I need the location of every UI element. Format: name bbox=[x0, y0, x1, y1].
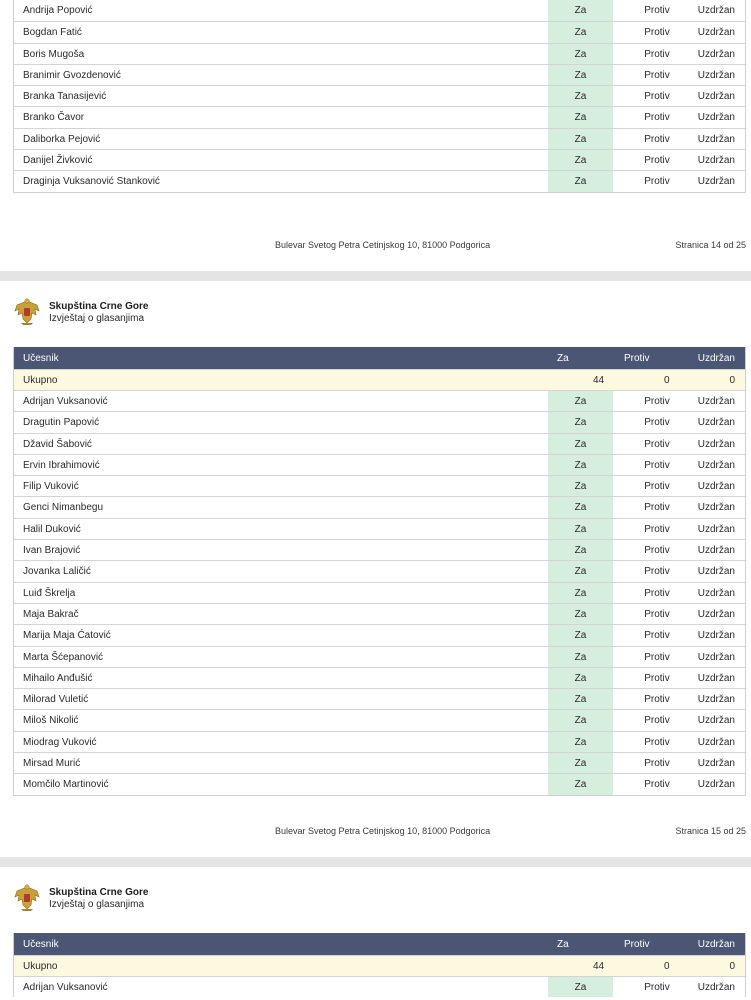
vote-uzdrzan-cell: Uzdržan bbox=[697, 91, 735, 103]
vote-za-cell: Za bbox=[548, 540, 613, 560]
vote-za-cell: Za bbox=[548, 44, 613, 64]
participant-name: Marija Maja Ćatović bbox=[23, 630, 111, 642]
participant-name: Maja Bakrač bbox=[23, 608, 79, 620]
vote-za-cell: Za bbox=[548, 65, 613, 85]
vote-uzdrzan-cell: Uzdržan bbox=[697, 608, 735, 620]
vote-za-cell: Za bbox=[548, 434, 613, 454]
table-row bbox=[14, 688, 745, 709]
vote-uzdrzan-cell: Uzdržan bbox=[697, 736, 735, 748]
table-row bbox=[14, 646, 745, 667]
vote-za-cell: Za bbox=[548, 647, 613, 667]
vote-za-cell: Za bbox=[548, 455, 613, 475]
vote-za-cell: Za bbox=[548, 774, 613, 794]
participant-name: Branka Tanasijević bbox=[23, 91, 107, 103]
total-protiv: 0 bbox=[664, 375, 670, 386]
vote-uzdrzan-cell: Uzdržan bbox=[697, 982, 735, 993]
table-row bbox=[14, 43, 745, 64]
participant-name: Ervin Ibrahimović bbox=[23, 459, 100, 471]
vote-za-cell: Za bbox=[548, 412, 613, 432]
vote-protiv-cell: Protiv bbox=[644, 481, 670, 493]
participant-name: Ivan Brajović bbox=[23, 545, 81, 557]
report-header bbox=[13, 297, 413, 327]
participant-name: Boris Mugoša bbox=[23, 48, 85, 60]
participant-name: Andrija Popović bbox=[23, 5, 93, 16]
vote-uzdrzan-cell: Uzdržan bbox=[697, 5, 735, 16]
vote-protiv-cell: Protiv bbox=[644, 566, 670, 578]
table-header bbox=[14, 933, 745, 955]
vote-uzdrzan-cell: Uzdržan bbox=[697, 523, 735, 535]
table-row bbox=[14, 752, 745, 773]
vote-uzdrzan-cell: Uzdržan bbox=[697, 155, 735, 167]
vote-protiv-cell: Protiv bbox=[644, 91, 670, 103]
vote-uzdrzan-cell: Uzdržan bbox=[697, 133, 735, 145]
vote-za-cell: Za bbox=[548, 668, 613, 688]
montenegro-coat-of-arms-icon bbox=[13, 883, 41, 913]
participant-name: Jovanka Laličić bbox=[23, 566, 91, 578]
column-header-protiv: Protiv bbox=[624, 939, 650, 950]
vote-uzdrzan-cell: Uzdržan bbox=[697, 779, 735, 791]
table-row bbox=[14, 64, 745, 85]
vote-za-cell: Za bbox=[548, 497, 613, 517]
table-row bbox=[14, 149, 745, 170]
vote-za-cell: Za bbox=[548, 583, 613, 603]
table-header bbox=[14, 347, 745, 369]
report-subtitle: Izvještaj o glasanjima bbox=[49, 899, 145, 910]
footer-address: Bulevar Svetog Petra Cetinjskog 10, 81000 Podgorica bbox=[275, 240, 491, 250]
table-row bbox=[14, 0, 745, 21]
participant-name: Bogdan Fatić bbox=[23, 27, 82, 39]
participant-name: Momčilo Martinović bbox=[23, 779, 109, 791]
total-uzdrzan: 0 bbox=[729, 961, 735, 972]
vote-za-cell: Za bbox=[548, 561, 613, 581]
vote-za-cell: Za bbox=[548, 625, 613, 645]
vote-uzdrzan-cell: Uzdržan bbox=[697, 481, 735, 493]
table-row bbox=[14, 731, 745, 752]
report-page-16 bbox=[0, 867, 751, 1000]
vote-uzdrzan-cell: Uzdržan bbox=[697, 715, 735, 727]
vote-protiv-cell: Protiv bbox=[644, 69, 670, 81]
total-label: Ukupno bbox=[23, 375, 58, 386]
column-header-za: Za bbox=[557, 939, 569, 950]
total-protiv: 0 bbox=[664, 961, 670, 972]
vote-uzdrzan-cell: Uzdržan bbox=[697, 694, 735, 706]
vote-za-cell: Za bbox=[548, 689, 613, 709]
vote-protiv-cell: Protiv bbox=[644, 112, 670, 124]
vote-protiv-cell: Protiv bbox=[644, 396, 670, 407]
total-label: Ukupno bbox=[23, 961, 58, 972]
vote-uzdrzan-cell: Uzdržan bbox=[697, 651, 735, 663]
montenegro-coat-of-arms-icon bbox=[13, 297, 41, 327]
vote-uzdrzan-cell: Uzdržan bbox=[697, 27, 735, 39]
participant-name: Branko Čavor bbox=[23, 112, 85, 124]
vote-za-cell: Za bbox=[548, 753, 613, 773]
organization-name: Skupština Crne Gore bbox=[49, 887, 149, 898]
vote-za-cell: Za bbox=[548, 22, 613, 42]
table-row bbox=[14, 128, 745, 149]
vote-uzdrzan-cell: Uzdržan bbox=[697, 112, 735, 124]
participant-name: Draginja Vuksanović Stanković bbox=[23, 176, 160, 188]
vote-protiv-cell: Protiv bbox=[644, 523, 670, 535]
participant-name: Adrijan Vuksanović bbox=[23, 982, 108, 993]
vote-protiv-cell: Protiv bbox=[644, 545, 670, 557]
vote-protiv-cell: Protiv bbox=[644, 155, 670, 167]
table-row bbox=[14, 21, 745, 42]
vote-uzdrzan-cell: Uzdržan bbox=[697, 758, 735, 770]
participant-name: Branimir Gvozdenović bbox=[23, 69, 121, 81]
table-row bbox=[14, 560, 745, 581]
footer-page-number: Stranica 15 od 25 bbox=[675, 826, 746, 836]
total-za: 44 bbox=[593, 961, 605, 972]
report-page-15 bbox=[0, 281, 751, 857]
vote-za-cell: Za bbox=[548, 86, 613, 106]
footer-address: Bulevar Svetog Petra Cetinjskog 10, 81000 Podgorica bbox=[275, 826, 491, 836]
vote-protiv-cell: Protiv bbox=[644, 176, 670, 188]
table-row bbox=[14, 709, 745, 730]
vote-za-cell: Za bbox=[548, 604, 613, 624]
report-page-14 bbox=[0, 0, 751, 271]
total-uzdrzan: 0 bbox=[729, 375, 735, 386]
vote-protiv-cell: Protiv bbox=[644, 779, 670, 791]
vote-uzdrzan-cell: Uzdržan bbox=[697, 566, 735, 578]
participant-name: Mihailo Anđušić bbox=[23, 672, 93, 684]
table-row bbox=[14, 390, 745, 411]
column-header-uzdrzan: Uzdržan bbox=[697, 353, 735, 364]
vote-za-cell: Za bbox=[548, 0, 613, 21]
vote-za-cell: Za bbox=[548, 107, 613, 127]
vote-protiv-cell: Protiv bbox=[644, 651, 670, 663]
column-header-participant: Učesnik bbox=[23, 939, 59, 950]
participant-name: Džavid Šabović bbox=[23, 438, 92, 450]
vote-za-cell: Za bbox=[548, 129, 613, 149]
table-row bbox=[14, 976, 745, 997]
column-header-participant: Učesnik bbox=[23, 353, 59, 364]
vote-protiv-cell: Protiv bbox=[644, 502, 670, 514]
table-row bbox=[14, 496, 745, 517]
table-row bbox=[14, 454, 745, 475]
participant-name: Dragutin Papović bbox=[23, 417, 100, 429]
votes-table-body bbox=[14, 0, 745, 192]
votes-table-body bbox=[14, 390, 745, 795]
vote-uzdrzan-cell: Uzdržan bbox=[697, 396, 735, 407]
vote-za-cell: Za bbox=[548, 732, 613, 752]
vote-protiv-cell: Protiv bbox=[644, 608, 670, 620]
vote-za-cell: Za bbox=[548, 977, 613, 997]
vote-za-cell: Za bbox=[548, 391, 613, 411]
table-row bbox=[14, 773, 745, 794]
vote-protiv-cell: Protiv bbox=[644, 417, 670, 429]
vote-protiv-cell: Protiv bbox=[644, 438, 670, 450]
total-row bbox=[14, 955, 745, 976]
column-header-protiv: Protiv bbox=[624, 353, 650, 364]
vote-protiv-cell: Protiv bbox=[644, 133, 670, 145]
table-row bbox=[14, 411, 745, 432]
table-row bbox=[14, 85, 745, 106]
vote-uzdrzan-cell: Uzdržan bbox=[697, 587, 735, 599]
vote-protiv-cell: Protiv bbox=[644, 5, 670, 16]
report-subtitle: Izvještaj o glasanjima bbox=[49, 313, 145, 324]
total-za: 44 bbox=[593, 375, 605, 386]
vote-uzdrzan-cell: Uzdržan bbox=[697, 438, 735, 450]
table-row bbox=[14, 582, 745, 603]
table-row bbox=[14, 539, 745, 560]
vote-uzdrzan-cell: Uzdržan bbox=[697, 176, 735, 188]
participant-name: Danijel Živković bbox=[23, 155, 93, 167]
participant-name: Daliborka Pejović bbox=[23, 133, 101, 145]
votes-table bbox=[13, 933, 746, 997]
vote-protiv-cell: Protiv bbox=[644, 715, 670, 727]
vote-za-cell: Za bbox=[548, 150, 613, 170]
participant-name: Genci Nimanbegu bbox=[23, 502, 104, 514]
organization-name: Skupština Crne Gore bbox=[49, 301, 149, 312]
vote-uzdrzan-cell: Uzdržan bbox=[697, 545, 735, 557]
vote-uzdrzan-cell: Uzdržan bbox=[697, 417, 735, 429]
participant-name: Marta Šćepanović bbox=[23, 651, 104, 663]
votes-table bbox=[13, 347, 746, 796]
vote-za-cell: Za bbox=[548, 476, 613, 496]
vote-uzdrzan-cell: Uzdržan bbox=[697, 502, 735, 514]
vote-uzdrzan-cell: Uzdržan bbox=[697, 459, 735, 471]
vote-protiv-cell: Protiv bbox=[644, 982, 670, 993]
vote-protiv-cell: Protiv bbox=[644, 758, 670, 770]
participant-name: Luiđ Škrelja bbox=[23, 587, 76, 599]
table-row bbox=[14, 475, 745, 496]
participant-name: Adrijan Vuksanović bbox=[23, 396, 108, 407]
vote-protiv-cell: Protiv bbox=[644, 48, 670, 60]
table-row bbox=[14, 106, 745, 127]
vote-protiv-cell: Protiv bbox=[644, 630, 670, 642]
footer-page-number: Stranica 14 od 25 bbox=[675, 240, 746, 250]
participant-name: Milorad Vuletić bbox=[23, 694, 89, 706]
table-row bbox=[14, 603, 745, 624]
table-row bbox=[14, 624, 745, 645]
vote-uzdrzan-cell: Uzdržan bbox=[697, 48, 735, 60]
participant-name: Halil Duković bbox=[23, 523, 81, 535]
vote-za-cell: Za bbox=[548, 710, 613, 730]
column-header-uzdrzan: Uzdržan bbox=[697, 939, 735, 950]
table-row bbox=[14, 667, 745, 688]
vote-protiv-cell: Protiv bbox=[644, 459, 670, 471]
vote-uzdrzan-cell: Uzdržan bbox=[697, 69, 735, 81]
vote-protiv-cell: Protiv bbox=[644, 27, 670, 39]
vote-protiv-cell: Protiv bbox=[644, 672, 670, 684]
report-header bbox=[13, 883, 413, 913]
column-header-za: Za bbox=[557, 353, 569, 364]
vote-uzdrzan-cell: Uzdržan bbox=[697, 672, 735, 684]
participant-name: Filip Vuković bbox=[23, 481, 79, 493]
vote-uzdrzan-cell: Uzdržan bbox=[697, 630, 735, 642]
table-row bbox=[14, 518, 745, 539]
votes-table bbox=[13, 0, 746, 193]
participant-name: Miloš Nikolić bbox=[23, 715, 79, 727]
vote-protiv-cell: Protiv bbox=[644, 736, 670, 748]
vote-protiv-cell: Protiv bbox=[644, 694, 670, 706]
vote-za-cell: Za bbox=[548, 171, 613, 191]
total-row bbox=[14, 369, 745, 390]
vote-protiv-cell: Protiv bbox=[644, 587, 670, 599]
participant-name: Mirsad Murić bbox=[23, 758, 81, 770]
vote-za-cell: Za bbox=[548, 519, 613, 539]
table-row bbox=[14, 433, 745, 454]
table-row bbox=[14, 170, 745, 191]
votes-table-body bbox=[14, 976, 745, 997]
participant-name: Miodrag Vuković bbox=[23, 736, 97, 748]
